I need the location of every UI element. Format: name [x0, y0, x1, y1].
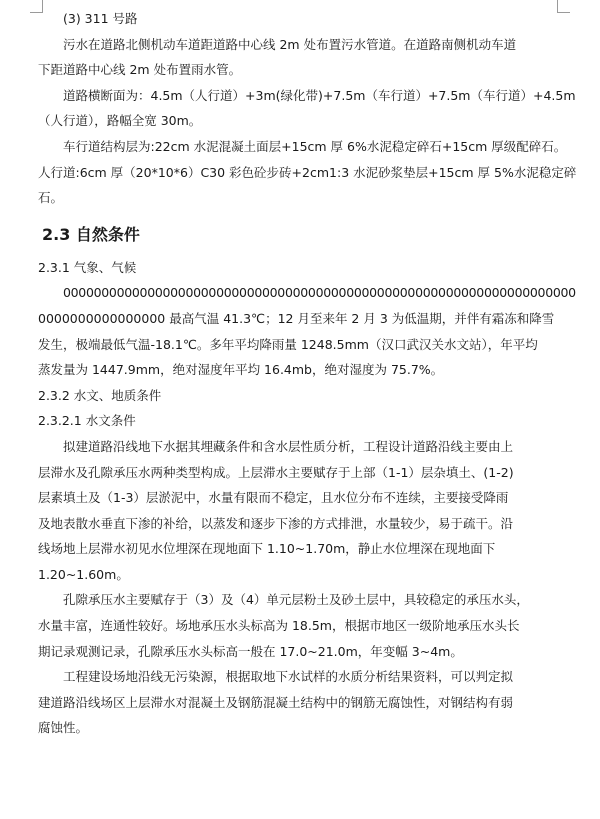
- paragraph-line: 线场地上层滞水初见水位埋深在现地面下 1.10~1.70m，静止水位埋深在现地面下: [38, 541, 496, 557]
- paragraph-line: 建道路沿线场区上层滞水对混凝土及钢筋混凝土结构中的钢筋无腐蚀性，对钢结构有弱: [38, 694, 514, 710]
- paragraph-line: 蒸发量为 1447.9mm，绝对湿度年平均 16.4mb，绝对湿度为 75.7%。: [38, 362, 444, 378]
- subsection-heading-climate: 2.3.1 气象、气候: [38, 259, 137, 275]
- paragraph-line: 道路横断面为：4.5m（人行道）+3m(绿化带)+7.5m（车行道）+7.5m（车行道）+4.5m: [63, 87, 576, 103]
- paragraph-sewer: [38, 32, 576, 83]
- paragraph-line: 人行道:6cm 厚（20*10*6）C30 彩色砼步砖+2cm1:3 水泥砂浆垫层+15cm 厚 5%水泥稳定碎: [38, 164, 577, 180]
- paragraph-line: 1.20~1.60m。: [38, 566, 129, 582]
- section-title: 2.3 自然条件: [42, 224, 140, 244]
- paragraph-line: 污水在道路北侧机动车道距道路中心线 2m 处布置污水管道。在道路南侧机动车道: [63, 36, 517, 52]
- paragraph-confined-water: [38, 587, 576, 664]
- paragraph-line: 发生，极端最低气温-18.1℃。多年平均降雨量 1248.5mm（汉口武汉关水文站），年平均: [38, 336, 538, 352]
- paragraph-line: 拟建道路沿线地下水据其埋藏条件和含水层性质分析，工程设计道路沿线主要由上: [63, 438, 514, 454]
- paragraph-cross-section: [38, 83, 576, 134]
- road-heading: (3) 311 号路: [63, 11, 138, 26]
- paragraph-line: 孔隙承压水主要赋存于（3）及（4）单元层粉土及砂土层中，具较稳定的承压水头，: [63, 592, 529, 608]
- paragraph-line: 下距道路中心线 2m 处布置雨水管。: [38, 62, 242, 78]
- paragraph-pavement-structure: [38, 134, 576, 211]
- paragraph-corrosion: [38, 664, 576, 741]
- paragraph-line: 车行道结构层为:22cm 水泥混凝土面层+15cm 厚 6%水泥稳定碎石+15cm 厚级配碎石。: [63, 138, 567, 154]
- paragraph-line: 层素填土及（1-3）层淤泥中，水量有限而不稳定，且水位分布不连续，主要接受降雨: [38, 490, 509, 506]
- paragraph-groundwater: [38, 434, 576, 588]
- paragraph-line: （人行道），路幅全宽 30m。: [38, 113, 202, 129]
- paragraph-line: 0000000000000000 最高气温 41.3℃；12 月至来年 2 月 3 为低温期，并伴有霜冻和降雪: [38, 310, 555, 326]
- paragraph-line: 工程建设场地沿线无污染源，根据取地下水试样的水质分析结果资料，可以判定拟: [63, 669, 514, 685]
- paragraph-line: 腐蚀性。: [38, 720, 89, 736]
- paragraph-line: 期记录观测记录，孔隙承压水头标高一般在 17.0~21.0m，年变幅 3~4m。: [38, 643, 463, 659]
- paragraph-line: 0000000000000000000000000000000000000000000000000000000000000000000: [63, 285, 576, 301]
- paragraph-line: 水量丰富，连通性较好。场地承压水头标高为 18.5m，根据市地区一级阶地承压水头长: [38, 618, 520, 634]
- subsection-heading-hydrology: 2.3.2.1 水文条件: [38, 413, 136, 429]
- document-page: [38, 6, 576, 741]
- subsection-heading-hydrogeology: 2.3.2 水文、地质条件: [38, 387, 162, 403]
- paragraph-climate: [38, 280, 576, 382]
- paragraph-line: 层滞水及孔隙承压水两种类型构成。上层滞水主要赋存于上部（1-1）层杂填土、(1-2): [38, 464, 514, 480]
- paragraph-line: 石。: [38, 190, 64, 206]
- paragraph-line: 及地表散水垂直下渗的补给，以蒸发和逐步下渗的方式排泄，水量较少，易于疏干。沿: [38, 515, 514, 531]
